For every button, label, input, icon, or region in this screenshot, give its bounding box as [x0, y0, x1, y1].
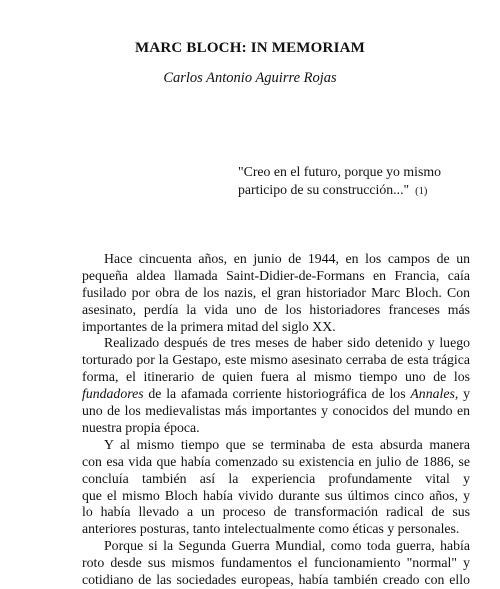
paragraph-line: Realizado después de tres meses de haber sido detenido y luego: [104, 335, 470, 351]
footnote-marker: (1): [415, 185, 428, 197]
paragraph-line: pequeña aldea llamada Saint-Didier-de-Formans en Francia, caía: [82, 267, 470, 283]
article-title: MARC BLOCH: IN MEMORIAM: [135, 40, 365, 56]
paragraph-3: [82, 437, 470, 538]
italic-term: Annales: [410, 386, 455, 402]
epigraph-quote: [238, 163, 478, 200]
paragraph-line: lo había llevado a un proceso de transformación radical de sus: [82, 504, 470, 520]
paragraph-4: [82, 538, 470, 589]
paragraph-1: [82, 251, 470, 335]
paragraph-line: Hace cincuenta años, en junio de 1944, en los campos de un: [104, 251, 470, 266]
article-author: Carlos Antonio Aguirre Rojas: [163, 70, 337, 86]
paragraph-2: [82, 335, 470, 436]
paragraph-line-with-italics: [82, 386, 470, 403]
paragraph-line: anteriores posturas, tanto intelectualmente como éticas y personales.: [82, 521, 460, 537]
paragraph-line: torturado por la Gestapo, este mismo asesinato cerraba de esta trágica: [82, 352, 470, 368]
paragraph-line: concluía también así la experiencia profundamente vital y: [82, 470, 470, 486]
paragraph-line: forma, el itinerario de quien fuera al mismo tiempo uno de los: [82, 369, 470, 385]
italic-term: fundadores: [82, 386, 149, 402]
paragraph-line: cotidiano de las sociedades europeas, había también creado con ello: [82, 571, 470, 587]
paragraph-line: uno de los medievalistas más importantes y conocidos del mundo en: [82, 403, 470, 419]
paragraph-line: Y al mismo tiempo que se terminaba de esta absurda manera: [104, 436, 470, 452]
line-fragment: de la afamada corriente historiográfica de los: [148, 386, 411, 402]
paragraph-line: asesinato, perdía la vida uno de los historiadores franceses más: [82, 301, 470, 317]
paragraph-line: con esa vida que había comenzado su existencia en julio de 1886, se: [82, 453, 470, 469]
paragraph-line: fusilado por obra de los nazis, el gran historiador Marc Bloch. Con: [82, 284, 470, 300]
paragraph-line: importantes de la primera mitad del siglo XX.: [82, 318, 336, 334]
epigraph-line-2: [238, 181, 478, 201]
article-body: [82, 251, 470, 589]
line-fragment: , y: [454, 386, 470, 402]
epigraph-line-2-text: participo de su construcción...": [238, 181, 410, 197]
paragraph-line: Porque si la Segunda Guerra Mundial, como toda guerra, había: [104, 538, 470, 554]
paragraph-line: que el mismo Bloch había vivido durante sus últimos cinco años, y: [82, 487, 470, 503]
epigraph-line-1: "Creo en el futuro, porque yo mismo: [238, 164, 441, 179]
paragraph-line: roto desde sus mismos fundamentos el funcionamiento "normal" y: [82, 555, 470, 571]
paragraph-line: nuestra propia época.: [82, 419, 200, 435]
